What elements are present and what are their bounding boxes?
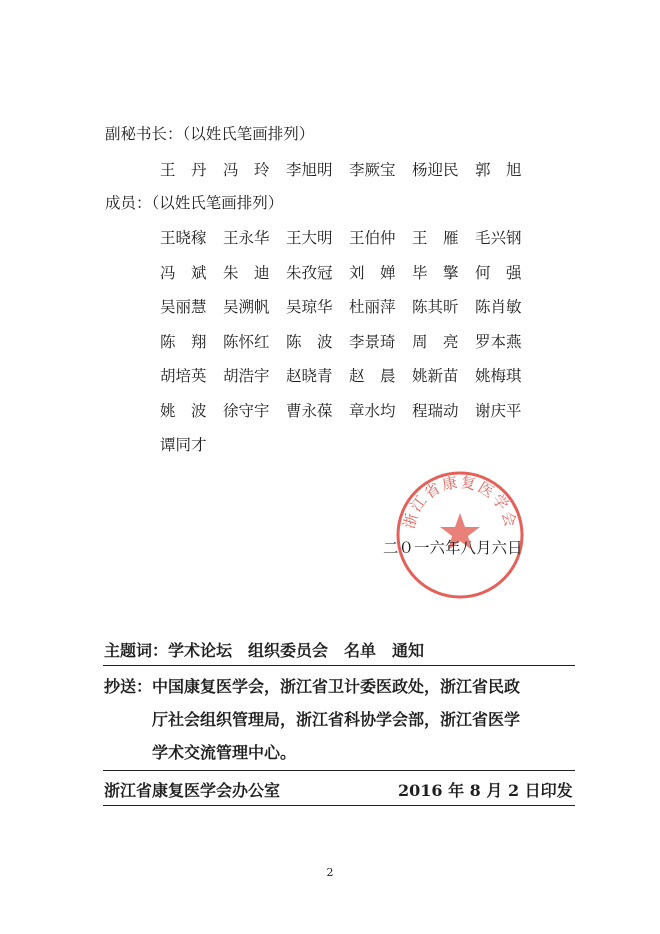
name-cell: 姚梅琪: [475, 367, 522, 385]
name-cell: 陈 波: [286, 333, 333, 351]
member-row: [160, 261, 538, 283]
name-cell: 冯 玲: [223, 161, 270, 179]
name-cell: 谢庆平: [475, 402, 522, 420]
name-cell: 刘 婵: [349, 264, 396, 282]
members-heading: 成员：（以姓氏笔画排列）: [105, 194, 284, 212]
name-cell: 冯 斌: [160, 264, 207, 282]
name-cell: 王晓稼: [160, 229, 207, 247]
name-cell: 王伯仲: [349, 229, 396, 247]
name-cell: 赵晓青: [286, 367, 333, 385]
name-cell: 谭同才: [160, 436, 207, 454]
name-cell: 姚新苗: [412, 367, 459, 385]
name-cell: 吴琼华: [286, 298, 333, 316]
print-date: 2016 年 8 月 2 日印发: [398, 781, 573, 800]
member-row: [160, 226, 538, 248]
name-cell: 周 亮: [412, 333, 459, 351]
name-cell: 郭 旭: [475, 161, 522, 179]
deputy-secretary-heading: 副秘书长：（以姓氏笔画排列）: [105, 125, 315, 143]
name-cell: 罗本燕: [475, 333, 522, 351]
name-cell: 李景琦: [349, 333, 396, 351]
cc-line: 厅社会组织管理局，浙江省科协学会部，浙江省医学: [152, 710, 521, 729]
name-cell: 吴溯帆: [223, 298, 270, 316]
name-cell: 朱孜冠: [286, 264, 333, 282]
name-cell: 陈怀红: [223, 333, 270, 351]
name-cell: 程瑞动: [412, 402, 459, 420]
name-cell: 王大明: [286, 229, 333, 247]
name-cell: 赵 晨: [349, 367, 396, 385]
name-cell: 毕 擎: [412, 264, 459, 282]
name-cell: 李厥宝: [349, 161, 396, 179]
cc-line: 学术交流管理中心。: [152, 743, 297, 762]
member-row: [160, 364, 538, 386]
member-row: [160, 295, 538, 317]
name-cell: 何 强: [475, 264, 522, 282]
seal-text: 浙江省康复医学会: [399, 473, 521, 531]
member-row: [160, 330, 538, 352]
name-cell: 王永华: [223, 229, 270, 247]
name-cell: 陈其昕: [412, 298, 459, 316]
keywords-line: 主题词：学术论坛 组织委员会 名单 通知: [104, 641, 425, 660]
name-cell: 杜丽萍: [349, 298, 396, 316]
cc-line: 抄送：中国康复医学会，浙江省卫计委医政处，浙江省民政: [104, 677, 521, 696]
member-row: [160, 399, 538, 421]
name-cell: 章水均: [349, 402, 396, 420]
name-cell: 杨迎民: [412, 161, 459, 179]
deputy-secretary-names: [160, 158, 538, 180]
official-seal-stamp: [394, 469, 526, 601]
issuing-office: 浙江省康复医学会办公室: [104, 781, 281, 800]
name-cell: 徐守宇: [223, 402, 270, 420]
document-date: 二０一六年八月六日: [383, 539, 523, 557]
name-cell: 曹永葆: [286, 402, 333, 420]
name-cell: 姚 波: [160, 402, 207, 420]
name-cell: 王 雁: [412, 229, 459, 247]
name-cell: 吴丽慧: [160, 298, 207, 316]
name-cell: 胡浩宇: [223, 367, 270, 385]
divider: [103, 665, 575, 666]
name-cell: 陈肖敏: [475, 298, 522, 316]
member-row: [160, 433, 223, 455]
name-cell: 毛兴钢: [475, 229, 522, 247]
name-cell: 李旭明: [286, 161, 333, 179]
divider: [103, 770, 575, 771]
page-number: 2: [326, 866, 334, 879]
name-cell: 陈 翔: [160, 333, 207, 351]
divider: [103, 805, 575, 806]
name-cell: 胡培英: [160, 367, 207, 385]
name-cell: 朱 迪: [223, 264, 270, 282]
name-cell: 王 丹: [160, 161, 207, 179]
